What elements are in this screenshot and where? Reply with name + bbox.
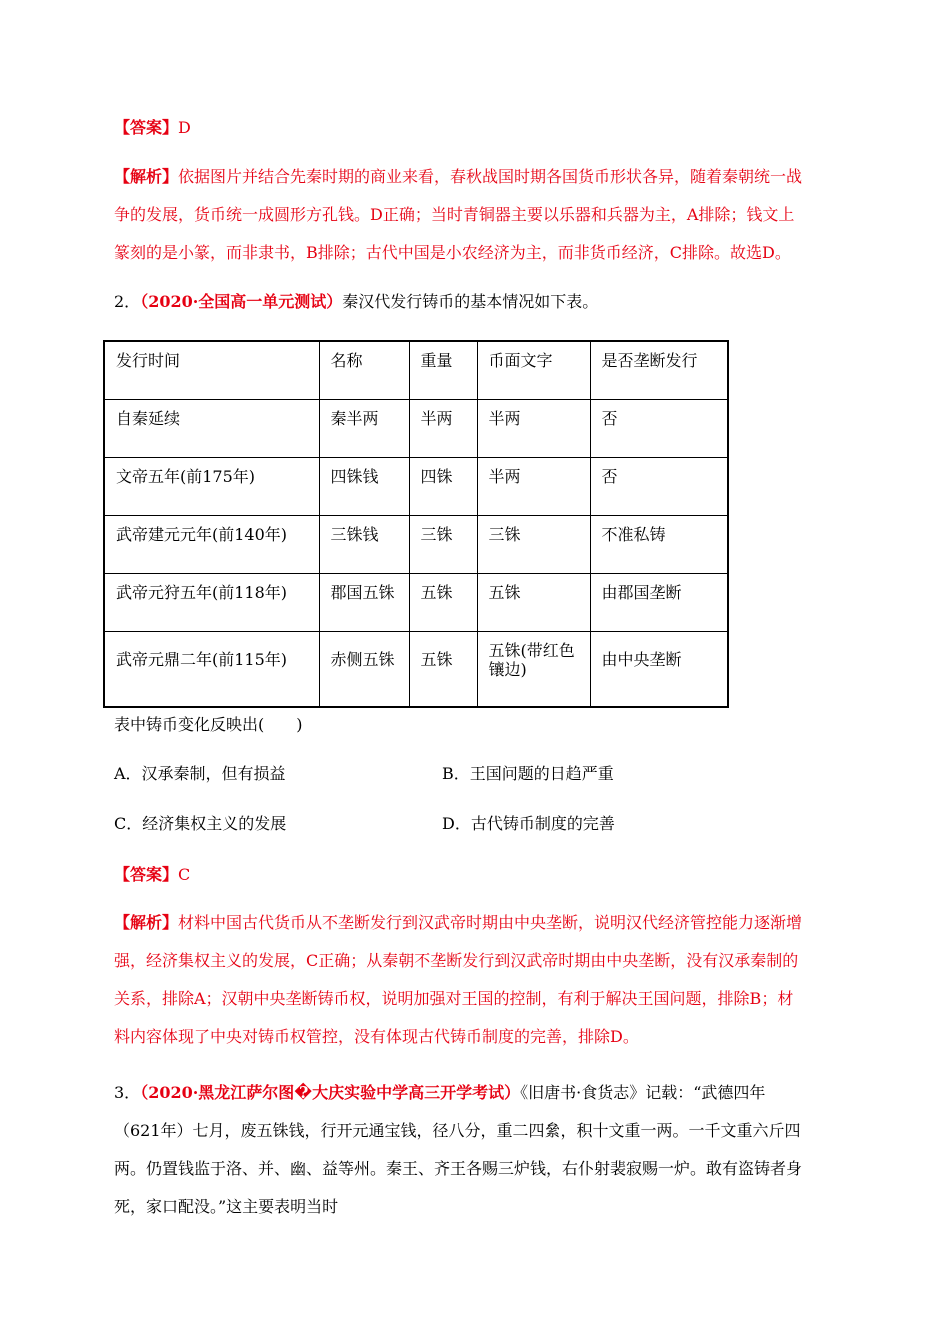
table-cell: 武帝元鼎二年(前115年) (104, 631, 319, 707)
table-header-cell: 币面文字 (477, 341, 590, 399)
q2-stem (114, 291, 598, 313)
table-header-row (104, 341, 728, 399)
option-c: C．经济集权主义的发展 (114, 814, 287, 833)
q1-answer-tag: 【答案】 (114, 118, 179, 137)
q3-line: 死，家口配没。”这主要表明当时 (114, 1197, 339, 1216)
q2-analysis-line: 料内容体现了中央对铸币权管控，没有体现古代铸币制度的完善，排除D。 (114, 1027, 639, 1046)
table-cell: 五铢 (409, 631, 477, 707)
table-cell: 秦半两 (319, 399, 409, 457)
table-cell: 五铢 (409, 573, 477, 631)
q1-analysis-line: 争的发展，货币统一成圆形方孔钱。D正确；当时青铜器主要以乐器和兵器为主，A排除；钱文上 (114, 205, 795, 224)
coin-table (103, 340, 729, 708)
q2-analysis-line: 强，经济集权主义的发展，C正确；从秦朝不垄断发行到汉武帝时期由中央垄断，没有汉承秦制的 (114, 951, 799, 970)
q1-analysis-line: 依据图片并结合先秦时期的商业来看，春秋战国时期各国货币形状各异，随着秦朝统一战 (178, 167, 803, 186)
table-cell: 武帝元狩五年(前118年) (104, 573, 319, 631)
q2-question: 表中铸币变化反映出( ) (114, 715, 303, 734)
table-cell: 由郡国垄断 (590, 573, 728, 631)
table-cell: 四铢钱 (319, 457, 409, 515)
table-header-cell: 是否垄断发行 (590, 341, 728, 399)
table-cell: 半两 (477, 399, 590, 457)
table-cell: 五铢 (477, 573, 590, 631)
table-cell: 半两 (477, 457, 590, 515)
q2-answer-tag: 【答案】 (114, 865, 179, 884)
table-cell: 三铢 (409, 515, 477, 573)
table-header-cell: 发行时间 (104, 341, 319, 399)
table-cell: 否 (590, 457, 728, 515)
table-cell: 文帝五年(前175年) (104, 457, 319, 515)
table-row (104, 631, 728, 707)
table-cell: 五铢(带红色镶边) (477, 631, 590, 707)
table-cell: 三铢钱 (319, 515, 409, 573)
table-cell: 不准私铸 (590, 515, 728, 573)
table-cell: 由中央垄断 (590, 631, 728, 707)
q2-answer (114, 864, 190, 886)
table-cell: 武帝建元元年(前140年) (104, 515, 319, 573)
q1-answer-value: D (178, 118, 191, 137)
option-b: B．王国问题的日趋严重 (442, 764, 614, 783)
table-header-cell: 名称 (319, 341, 409, 399)
option-a: A．汉承秦制，但有损益 (114, 764, 286, 783)
table-cell: 赤侧五铢 (319, 631, 409, 707)
q2-source: （2020·全国高一单元测试） (140, 292, 343, 311)
table-row (104, 573, 728, 631)
q3-source: （2020·黑龙江萨尔图�大庆实验中学高三开学考试） (140, 1083, 521, 1102)
table-row (104, 515, 728, 573)
table-cell: 否 (590, 399, 728, 457)
q3-line: （621年）七月，废五铢钱，行开元通宝钱，径八分，重二四絫，积十文重一两。一千文重六斤四 (114, 1121, 801, 1140)
q1-analysis-line: 篆刻的是小篆，而非隶书，B排除；古代中国是小农经济为主，而非货币经济，C排除。故选D。 (114, 243, 791, 262)
table-cell: 自秦延续 (104, 399, 319, 457)
q1-analysis-tag: 【解析】 (114, 167, 179, 186)
q2-stem-text: 秦汉代发行铸币的基本情况如下表。 (342, 292, 599, 311)
q2-analysis-line: 关系，排除A；汉朝中央垄断铸币权，说明加强对王国的控制，有利于解决王国问题，排除B；材 (114, 989, 794, 1008)
q1-analysis (114, 158, 838, 272)
q2-number: 2． (114, 292, 141, 311)
option-d: D．古代铸币制度的完善 (442, 814, 615, 833)
q3-stem (114, 1074, 838, 1226)
table-cell: 三铢 (477, 515, 590, 573)
table-header-cell: 重量 (409, 341, 477, 399)
q2-answer-value: C (178, 865, 191, 884)
table-cell: 四铢 (409, 457, 477, 515)
q1-answer (114, 117, 191, 139)
q2-analysis (114, 904, 838, 1056)
q3-number: 3． (114, 1083, 141, 1102)
q2-analysis-tag: 【解析】 (114, 913, 179, 932)
table-row (104, 399, 728, 457)
q3-line: 《旧唐书·食货志》记载：“武德四年 (520, 1083, 766, 1102)
q3-line: 两。仍置钱监于洛、并、幽、益等州。秦王、齐王各赐三炉钱，右仆射裴寂赐一炉。敢有盗铸者身 (114, 1159, 803, 1178)
q2-analysis-line: 材料中国古代货币从不垄断发行到汉武帝时期由中央垄断，说明汉代经济管控能力逐渐增 (178, 913, 803, 932)
table-row (104, 457, 728, 515)
table-cell: 半两 (409, 399, 477, 457)
table-cell: 郡国五铢 (319, 573, 409, 631)
